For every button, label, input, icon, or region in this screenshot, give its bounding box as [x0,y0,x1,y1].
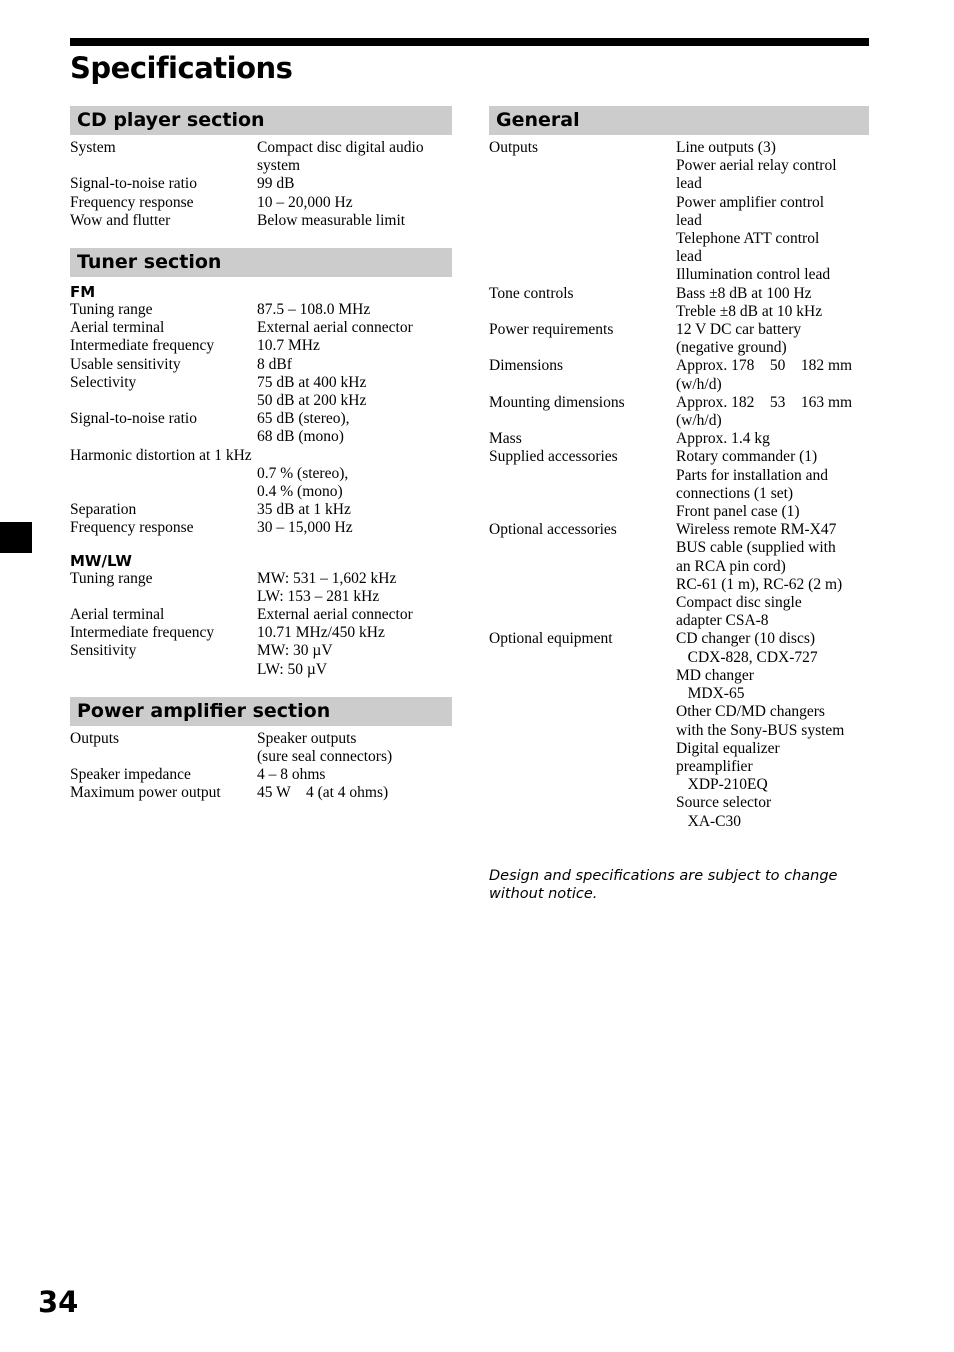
spec-label: Supplied accessories [489,448,618,466]
spec-value-line: External aerial connector [257,319,413,337]
spec-value [257,356,452,374]
spec-value [676,630,869,830]
spec-label: Dimensions [489,357,564,375]
disclaimer-line: Design and specifications are subject to change [489,868,838,884]
page-number: 34 [38,1285,79,1319]
spec-value-line: (w/h/d) [676,375,722,393]
spec-value-line: adapter CSA-8 [676,612,769,630]
spec-value-line: Treble ±8 dB at 10 kHz [676,302,823,320]
spec-label: Aerial terminal [70,606,165,624]
spec-value-line: Rotary commander (1) [676,448,818,466]
spec-value-line: MDX-65 [676,685,745,703]
spec-label: Wow and flutter [70,211,171,229]
spec-value-line: 50 dB at 200 kHz [257,392,367,410]
spec-row [70,301,452,319]
spec-label: Mass [489,430,522,448]
spec-value [257,570,452,606]
top-rule [70,38,869,46]
general-section-title: General [489,106,869,135]
spec-label: Signal-to-noise ratio [70,175,197,193]
spec-value-line: an RCA pin cord) [676,557,786,575]
spec-value-line: 10.71 MHz/450 kHz [257,624,385,642]
spec-value [676,139,869,285]
spec-row [489,321,869,357]
spec-row [489,521,869,630]
spec-value-line: 99 dB [257,175,295,193]
spec-value-line: Digital equalizer [676,739,780,757]
spec-label: Selectivity [70,373,137,391]
spec-label: Outputs [70,729,120,747]
spec-value-line: system [257,157,301,175]
amp-section-title: Power amplifier section [70,697,452,726]
spec-row [70,501,452,519]
spec-row [70,212,452,230]
spec-value-line: Bass ±8 dB at 100 Hz [676,284,812,302]
mwlw-spec-list [70,570,452,679]
spec-row [70,175,452,193]
spec-value-line: 4 – 8 ohms [257,766,326,784]
spec-label: Tuning range [70,569,153,587]
spec-row [70,519,452,537]
spec-value-line: Power aerial relay control [676,157,837,175]
spec-label: Signal-to-noise ratio [70,410,197,428]
spec-value-line: connections (1 set) [676,484,794,502]
spec-value-line: Compact disc digital audio [257,139,424,156]
spec-value-line: 0.4 % (mono) [257,483,343,501]
spec-label: Separation [70,501,137,519]
spec-value [257,784,452,802]
spec-row [70,624,452,642]
spec-value-line: lead [676,211,702,229]
spec-value-line: 45 W 4 (at 4 ohms) [257,784,389,802]
fm-subheading: FM [70,283,96,302]
amp-spec-list [70,730,452,803]
spec-value-line: CD changer (10 discs) [676,630,816,648]
spec-label: Harmonic distortion at 1 kHz [70,446,252,464]
spec-value [676,448,869,521]
spec-value-line: Line outputs (3) [676,139,776,156]
spec-value-line: External aerial connector [257,606,413,624]
spec-row [70,766,452,784]
spec-value [257,194,452,212]
spec-value-line: (sure seal connectors) [257,748,393,766]
spec-row [70,337,452,355]
spec-value-line: Illumination control lead [676,266,831,284]
spec-value [676,430,869,448]
spec-value [257,642,452,678]
spec-value-line: 75 dB at 400 kHz [257,373,367,391]
spec-row [70,356,452,374]
spec-value-line: 10 – 20,000 Hz [257,193,353,211]
spec-value-line: 68 dB (mono) [257,428,344,446]
spec-label: Sensitivity [70,642,137,660]
spec-value-line: lead [676,248,702,266]
mwlw-subheading: MW/LW [70,551,132,570]
spec-row [70,730,452,766]
spec-label: Mounting dimensions [489,393,625,411]
spec-row [70,410,452,446]
spec-label: Maximum power output [70,784,221,802]
spec-value [676,394,869,430]
spec-value-line: LW: 50 µV [257,660,328,678]
spec-label: Power requirements [489,321,614,339]
spec-row [489,430,869,448]
spec-label [70,465,257,501]
cd-section [70,106,452,230]
spec-value-line: Wireless remote RM-X47 [676,521,837,539]
page-title: Specifications [70,51,293,85]
spec-label: Speaker impedance [70,766,191,784]
general-section [489,106,869,831]
spec-value-line: Parts for installation and [676,466,828,484]
spec-label: Tuning range [70,301,153,319]
spec-value-line: MW: 30 µV [257,642,333,660]
spec-value-line: (w/h/d) [676,412,722,430]
spec-value-line: BUS cable (supplied with [676,539,836,557]
spec-value [676,285,869,321]
spec-value [257,519,452,537]
spec-value [257,730,452,766]
spec-value-line: 0.7 % (stereo), [257,464,349,482]
spec-value [676,357,869,393]
spec-row [489,448,869,521]
spec-value [257,337,452,355]
spec-value [257,301,452,319]
spec-row [70,465,452,501]
spec-row [489,285,869,321]
spec-row [70,319,452,337]
spec-value-line: 65 dB (stereo), [257,410,350,428]
spec-label: Intermediate frequency [70,337,215,355]
spec-row [70,374,452,410]
spec-value [257,212,452,230]
spec-value [257,374,452,410]
disclaimer-line: without notice. [489,886,598,902]
spec-row [70,642,452,678]
spec-value [257,766,452,784]
tuner-section-title: Tuner section [70,248,452,277]
cd-section-title: CD player section [70,106,452,135]
spec-value [257,465,452,501]
spec-label: Aerial terminal [70,319,165,337]
spec-value-line: Approx. 1.4 kg [676,430,770,448]
spec-value [257,139,452,175]
spec-value [257,501,452,519]
spec-value-line: lead [676,175,702,193]
spec-label: Frequency response [70,519,194,537]
spec-row [489,630,869,830]
side-tab-marker [0,522,32,553]
spec-value-line: Approx. 178 50 182 mm [676,357,853,375]
spec-value-line: with the Sony-BUS system [676,721,845,739]
spec-row [489,394,869,430]
spec-value-line: Telephone ATT control [676,230,820,248]
amp-section [70,697,452,803]
spec-value-line: Power amplifier control [676,193,825,211]
spec-value-line: LW: 153 – 281 kHz [257,587,380,605]
spec-value-line: 35 dB at 1 kHz [257,501,351,519]
spec-label: Optional equipment [489,630,613,648]
spec-value-line: Other CD/MD changers [676,703,825,721]
spec-value [257,319,452,337]
spec-value-line: (negative ground) [676,339,787,357]
left-column [70,106,452,821]
spec-label: Outputs [489,139,539,156]
right-column [489,106,869,849]
spec-value-line: Speaker outputs [257,729,357,747]
fm-spec-list [70,301,452,538]
spec-value-line: Front panel case (1) [676,503,800,521]
spec-label: Usable sensitivity [70,355,181,373]
spec-value-line: MW: 531 – 1,602 kHz [257,569,397,587]
tuner-section [70,248,452,679]
spec-value-line: Compact disc single [676,594,802,612]
spec-label: Frequency response [70,193,194,211]
spec-value-line: XA-C30 [676,812,742,830]
general-spec-list [489,139,869,831]
spec-value [257,410,452,446]
spec-row [70,784,452,802]
disclaimer-note [489,867,869,903]
spec-value-line: 10.7 MHz [257,337,320,355]
spec-value-line: 30 – 15,000 Hz [257,519,353,537]
spec-row [489,357,869,393]
spec-value-line: RC-61 (1 m), RC-62 (2 m) [676,575,843,593]
spec-value-line: MD changer [676,666,754,684]
spec-value-line: Below measurable limit [257,211,406,229]
spec-label: Intermediate frequency [70,624,215,642]
spec-value [257,624,452,642]
spec-row [70,139,452,175]
spec-value-line: 12 V DC car battery [676,321,802,339]
spec-label: Tone controls [489,284,574,302]
spec-row [70,606,452,624]
spec-value [257,606,452,624]
spec-label: Optional accessories [489,521,617,539]
spec-row [70,194,452,212]
spec-value-line: Source selector [676,794,772,812]
spec-label: System [70,139,116,156]
cd-spec-list [70,139,452,230]
spec-value-line: CDX-828, CDX-727 [676,648,818,666]
spec-value-line: 8 dBf [257,355,292,373]
spec-value-line: 87.5 – 108.0 MHz [257,301,371,319]
spec-value-line: Approx. 182 53 163 mm [676,393,853,411]
spec-value [676,321,869,357]
spec-row [70,447,452,465]
spec-row [489,139,869,285]
spec-value-line: XDP-210EQ [676,776,768,794]
spec-value [257,175,452,193]
spec-value [676,521,869,630]
spec-row [70,570,452,606]
spec-value-line: preamplifier [676,757,753,775]
